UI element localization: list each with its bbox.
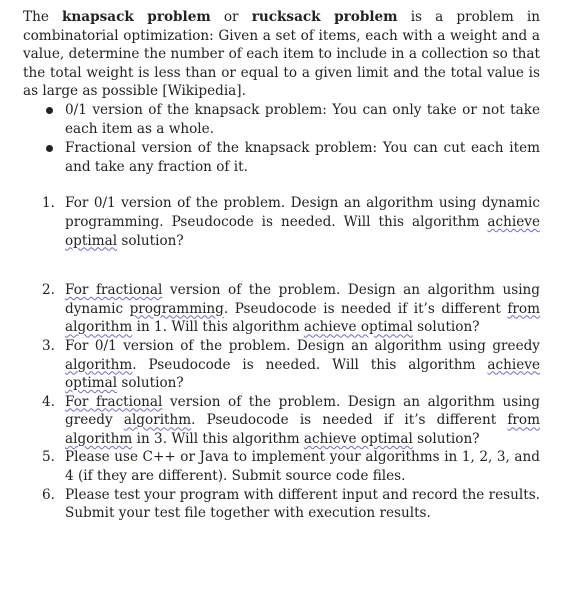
grammar-flag: achieve optimal (303, 319, 413, 336)
task-number: 1. (42, 195, 55, 212)
grammar-flag: For fractional (65, 282, 163, 299)
bullet-dot-icon (46, 107, 53, 114)
task-text: solution? (412, 319, 480, 336)
grammar-flag: For fractional (65, 393, 163, 410)
task-item-1 (23, 194, 540, 250)
bullet-text: Fractional version of the knapsack problem: You can cut each item and take any fraction of it. (65, 140, 540, 175)
intro-or: or (210, 9, 252, 25)
task-item-3 (23, 337, 540, 393)
bullet-item (23, 139, 540, 176)
task-text: solution? (412, 430, 480, 447)
task-text: Please use C++ or Java to implement your algorithms in 1, 2, 3, and 4 (if they are different). Submit source code files. (65, 449, 540, 485)
grammar-flag: algorithm (123, 412, 192, 429)
task-number: 2. (42, 282, 55, 299)
version-bullet-list (23, 101, 540, 176)
grammar-flag: programming (129, 300, 224, 317)
intro-paragraph (23, 8, 540, 101)
task-number: 5. (42, 449, 55, 466)
grammar-flag: from algorithm (65, 300, 540, 336)
task-item-4 (23, 393, 540, 449)
intro-text: is a problem in combinatorial optimization: Given a set of items, each with a weight and a value, determine the number of each item to include in a collection so that the total weight is less than or equal to a given limit and the total value is as large as possible [Wikipedia]. (23, 9, 540, 100)
task-text: Please test your program with different input and record the results. Submit your test file together with execution results. (65, 486, 540, 522)
grammar-flag: algorithm (65, 356, 133, 373)
grammar-flag: achieve optimal (65, 356, 540, 392)
term-rucksack: rucksack problem (251, 9, 398, 25)
task-number: 4. (42, 393, 55, 410)
task-item-5 (23, 448, 540, 485)
bullet-item (23, 101, 540, 138)
task-text: version of the problem. Design an algorithm using dynamic (65, 282, 540, 317)
task-number: 6. (42, 486, 55, 503)
task-item-2 (23, 281, 540, 337)
task-text: . Pseudocode is needed. Will this algorithm (132, 356, 488, 373)
task-text: solution? (117, 232, 184, 249)
task-text: For 0/1 version of the problem. Design an algorithm using greedy (65, 337, 540, 354)
grammar-flag: achieve optimal (303, 430, 413, 447)
task-text: in 1. Will this algorithm (132, 319, 304, 336)
task-list (23, 194, 540, 523)
task-text: solution? (117, 375, 184, 392)
task-text: in 3. Will this algorithm (132, 430, 304, 447)
bullet-text: 0/1 version of the knapsack problem: You can only take or not take each item as a whole. (65, 101, 540, 137)
task-text: . Pseudocode is needed if it’s different (223, 300, 508, 317)
grammar-flag: from algorithm (65, 412, 540, 447)
term-knapsack: knapsack problem (62, 9, 211, 25)
intro-article: The (23, 9, 62, 25)
task-number: 3. (42, 337, 55, 354)
task-text: . Pseudocode is needed if it’s different (191, 412, 508, 429)
grammar-flag: achieve optimal (65, 213, 540, 249)
task-text: version of the problem. Design an algorithm using greedy (65, 393, 540, 429)
bullet-dot-icon (46, 145, 53, 152)
task-item-6 (23, 486, 540, 523)
task-text: For 0/1 version of the problem. Design an algorithm using dynamic programming. Pseudocode is needed. Will this algorithm (65, 195, 540, 230)
